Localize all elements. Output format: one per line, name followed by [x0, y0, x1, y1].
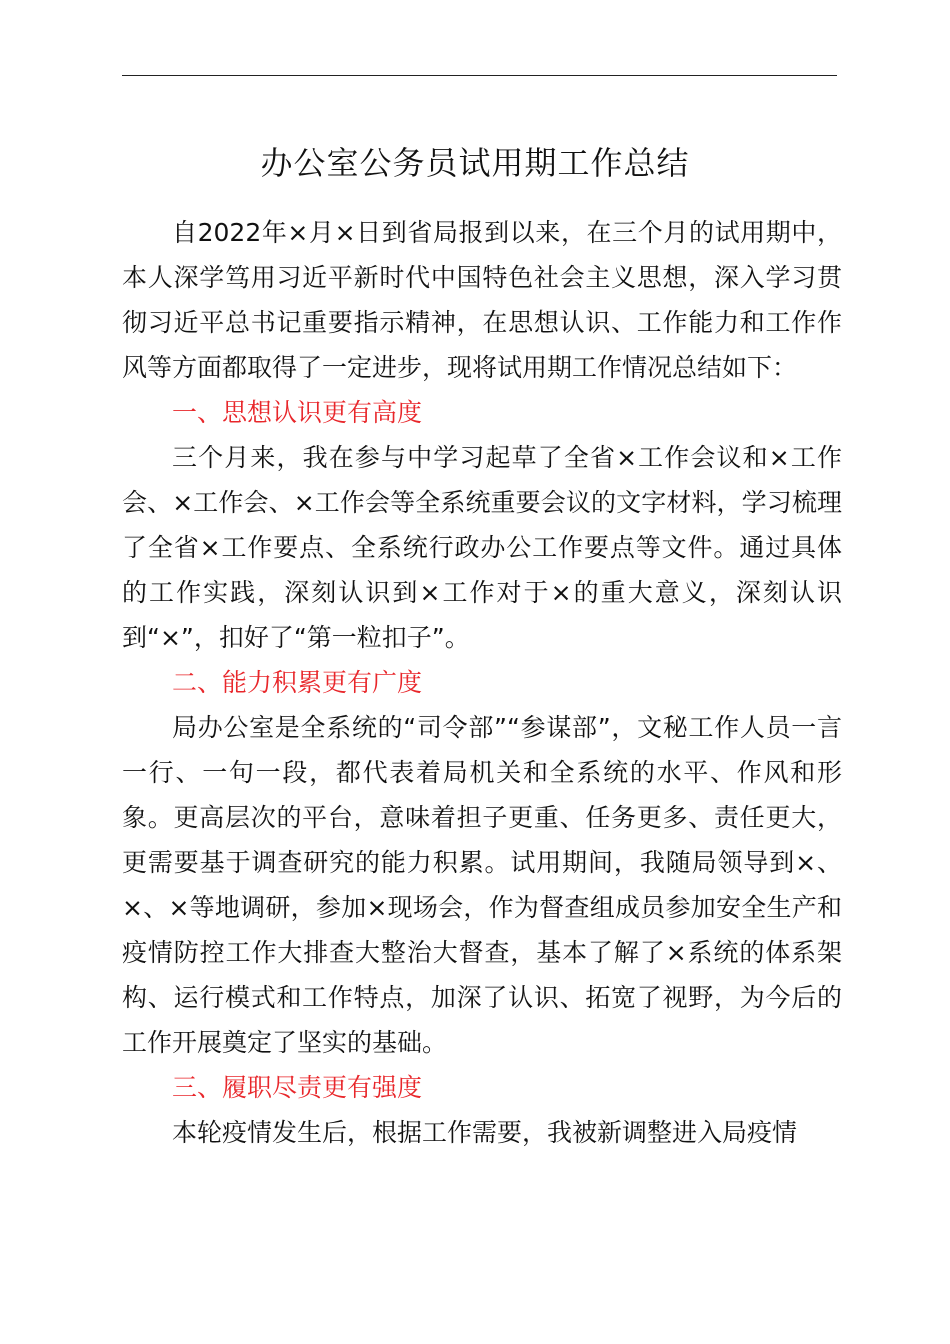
document-title: 办公室公务员试用期工作总结: [260, 144, 690, 182]
section-paragraph-3: 本轮疫情发生后，根据工作需要，我被新调整进入局疫情: [172, 1118, 798, 1147]
intro-paragraph: 自2022年×月×日到省局报到以来，在三个月的试用期中，本人深学笃用习近平新时代中国特色社会主义思想，深入学习贯彻习近平总书记重要指示精神，在思想认识、工作能力和工作作风等方面都取得了一定进步，现将试用期工作情况总结如下：: [122, 218, 842, 382]
section-heading-3: 三、履职尽责更有强度: [172, 1073, 423, 1102]
section-heading-2: 二、能力积累更有广度: [172, 668, 423, 697]
section-paragraph-1: 三个月来，我在参与中学习起草了全省×工作会议和×工作会、×工作会、×工作会等全系统重要会议的文字材料，学习梳理了全省×工作要点、全系统行政办公工作要点等文件。通过具体的工作实践，深刻认识到×工作对于×的重大意义，深刻认识到“×”，扣好了“第一粒扣子”。: [122, 443, 842, 652]
document-body: [122, 210, 842, 1155]
section-paragraph-2: 局办公室是全系统的“司令部”“参谋部”，文秘工作人员一言一行、一句一段，都代表着局机关和全系统的水平、作风和形象。更高层次的平台，意味着担子更重、任务更多、责任更大，更需要基于调查研究的能力积累。试用期间，我随局领导到×、×、×等地调研，参加×现场会，作为督查组成员参加安全生产和疫情防控工作大排查大整治大督查，基本了解了×系统的体系架构、运行模式和工作特点，加深了认识、拓宽了视野，为今后的工作开展奠定了坚实的基础。: [122, 713, 842, 1057]
section-heading-1: 一、思想认识更有高度: [172, 398, 423, 427]
header-rule: [122, 75, 837, 76]
